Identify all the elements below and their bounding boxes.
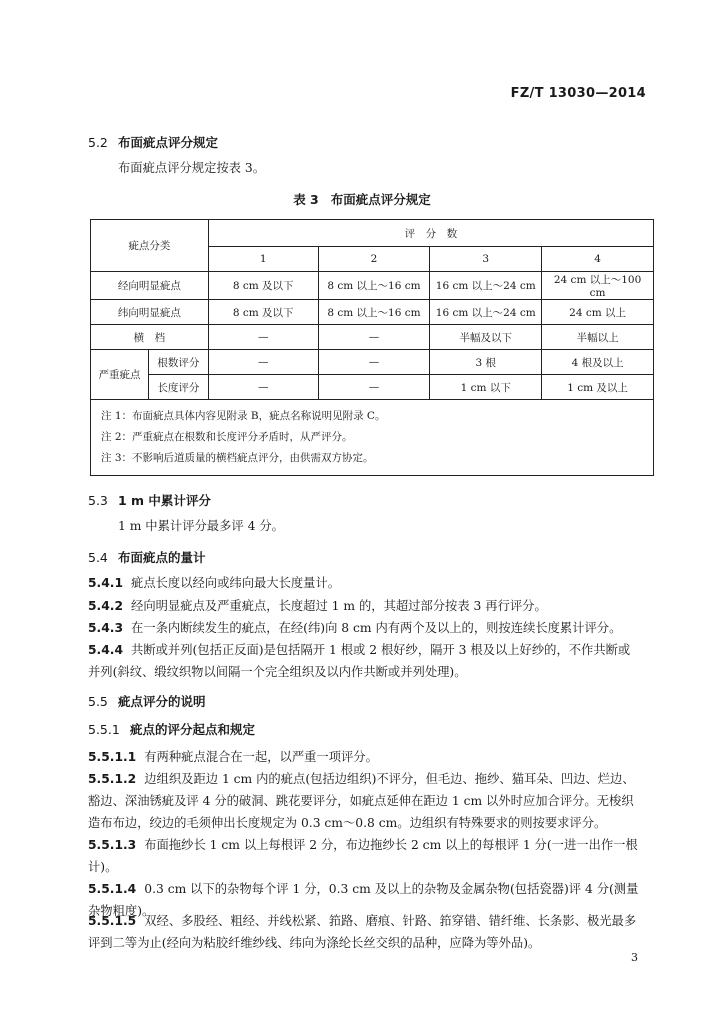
clause-number: 5.5.1.3: [88, 838, 137, 852]
clause-number: 5.4.4: [88, 643, 124, 657]
section-title: 疵点评分的说明: [118, 694, 206, 709]
table-cell: 24 cm 以上～100 cm: [542, 272, 654, 300]
table-cell: 1 cm 以下: [430, 375, 542, 400]
table-cell: —: [208, 375, 318, 400]
clause-text: 布面拖纱长 1 cm 以上每根评 2 分，布边拖纱长 2 cm 以上的每根评 1 分(一进一出作一根计)。: [88, 838, 638, 874]
section-5-5-1-heading: [88, 720, 255, 738]
clause-number: 5.5.1.4: [88, 882, 137, 896]
clause-5-4-2: [88, 595, 640, 617]
table-row: [91, 325, 654, 350]
clause-5-5-1-5: [88, 910, 640, 954]
clause-text: 边组织及距边 1 cm 内的疵点(包括边组织)不评分，但毛边、拖纱、猫耳朵、凹边、烂边、豁边、深油锈疵及评 4 分的破洞、跳花要评分，如疵点延伸在距边 1 cm 以外时应加合评分。无梭织造布布边，绞边的毛须伸出长度规定为 0.3 cm～0.8 cm。边组织有特殊要求的则按要求评分。: [88, 772, 635, 830]
section-title: 布面疵点的量计: [118, 550, 206, 565]
standard-number-header: FZ/T 13030—2014: [510, 86, 646, 101]
clause-text: 疵点长度以经向或纬向最大长度量计。: [131, 576, 341, 590]
table-cell: 半幅以上: [542, 325, 654, 350]
clause-5-4-1: [88, 572, 640, 594]
clause-5-5-1-1: [88, 746, 640, 768]
table-cell: 16 cm 以上～24 cm: [430, 272, 542, 300]
section-title: 1 m 中累计评分: [118, 493, 211, 508]
clause-text: 在一条内断续发生的疵点，在经(纬)向 8 cm 内有两个及以上的，则按连续长度累计评分。: [131, 621, 622, 635]
table-notes: [91, 400, 654, 476]
note-1: 注 1：布面疵点具体内容见附录 B，疵点名称说明见附录 C。: [101, 410, 386, 422]
note-3: 注 3：不影响后道质量的横档疵点评分，由供需双方协定。: [101, 452, 374, 464]
clause-text: 共断或并列(包括正反面)是包括隔开 1 根或 2 根好纱，隔开 3 根及以上好纱的，不作共断或并列(斜纹、缎纹织物以间隔一个完全组织及以内作共断或并列处理)。: [88, 643, 631, 679]
clause-number: 5.5.1.1: [88, 750, 137, 764]
table-cell: 8 cm 以上～16 cm: [318, 272, 430, 300]
table-row: [91, 350, 654, 375]
row-label: 长度评分: [148, 375, 208, 400]
section-5-2-text: 布面疵点评分规定按表 3。: [118, 161, 265, 175]
score-col-4: 4: [542, 247, 654, 272]
table-cell: —: [318, 325, 430, 350]
table-cell: 24 cm 以上: [542, 300, 654, 325]
section-number: 5.5: [88, 694, 108, 709]
section-title: 布面疵点评分规定: [118, 135, 219, 150]
table-cell: 8 cm 以上～16 cm: [318, 300, 430, 325]
section-5-3-heading: [88, 491, 211, 509]
clause-5-4-3: [88, 617, 640, 639]
page-number: 3: [631, 951, 638, 964]
table-cell: 半幅及以下: [430, 325, 542, 350]
section-number: 5.5.1: [88, 722, 120, 737]
clause-text: 0.3 cm 以下的杂物每个评 1 分，0.3 cm 及以上的杂物及金属杂物(包括瓷器)评 4 分(测量杂物粗度)。: [88, 882, 639, 918]
row-label: 根数评分: [148, 350, 208, 375]
score-col-3: 3: [430, 247, 542, 272]
clause-number: 5.4.2: [88, 599, 124, 613]
clause-number: 5.4.1: [88, 576, 124, 590]
table-cell: —: [318, 375, 430, 400]
section-title: 疵点的评分起点和规定: [130, 722, 256, 737]
table-header-row: [91, 220, 654, 247]
section-number: 5.3: [88, 493, 108, 508]
table-cell: 16 cm 以上～24 cm: [430, 300, 542, 325]
section-5-4-heading: [88, 548, 206, 566]
score-col-1: 1: [208, 247, 318, 272]
clause-number: 5.5.1.5: [88, 914, 137, 928]
header-defect-category: 疵点分类: [91, 220, 209, 272]
section-5-5-heading: [88, 692, 206, 710]
clause-text: 双经、多股经、粗经、并线松紧、筘路、磨痕、针路、筘穿错、错纤维、长条影、极光最多评到二等为止(经向为粘胶纤维纱线、纬向为涤纶长丝交织的品种，应降为等外品)。: [88, 914, 637, 950]
row-label: 经向明显疵点: [91, 272, 209, 300]
table-cell: 4 根及以上: [542, 350, 654, 375]
table-cell: —: [208, 350, 318, 375]
table-cell: —: [318, 350, 430, 375]
table-row: [91, 272, 654, 300]
table-notes-row: [91, 400, 654, 476]
table-cell: 8 cm 及以下: [208, 272, 318, 300]
table-cell: 3 根: [430, 350, 542, 375]
table-cell: 1 cm 及以上: [542, 375, 654, 400]
section-number: 5.4: [88, 550, 108, 565]
clause-text: 有两种疵点混合在一起，以严重一项评分。: [144, 750, 378, 764]
table-cell: 8 cm 及以下: [208, 300, 318, 325]
section-5-3-text: 1 m 中累计评分最多评 4 分。: [118, 519, 284, 533]
clause-5-4-4: [88, 639, 640, 683]
table-caption-number: 表 3: [293, 192, 319, 207]
severe-defect-label: 严重疵点: [91, 350, 149, 400]
clause-5-5-1-3: [88, 834, 640, 878]
table-caption-title: 布面疵点评分规定: [330, 192, 431, 207]
header-score: 评 分 数: [208, 220, 653, 247]
row-label: 横 档: [91, 325, 209, 350]
clause-text: 经向明显疵点及严重疵点，长度超过 1 m 的，其超过部分按表 3 再行评分。: [131, 599, 547, 613]
clause-number: 5.5.1.2: [88, 772, 137, 786]
defect-scoring-table: [90, 219, 654, 476]
note-2: 注 2：严重疵点在根数和长度评分矛盾时，从严评分。: [101, 431, 353, 443]
clause-number: 5.4.3: [88, 621, 124, 635]
section-5-2-heading: [88, 133, 218, 151]
clause-5-5-1-2: [88, 768, 640, 834]
section-number: 5.2: [88, 135, 108, 150]
table-caption: [0, 190, 724, 208]
table-row: [91, 375, 654, 400]
score-col-2: 2: [318, 247, 430, 272]
table-cell: —: [208, 325, 318, 350]
table-row: [91, 300, 654, 325]
row-label: 纬向明显疵点: [91, 300, 209, 325]
